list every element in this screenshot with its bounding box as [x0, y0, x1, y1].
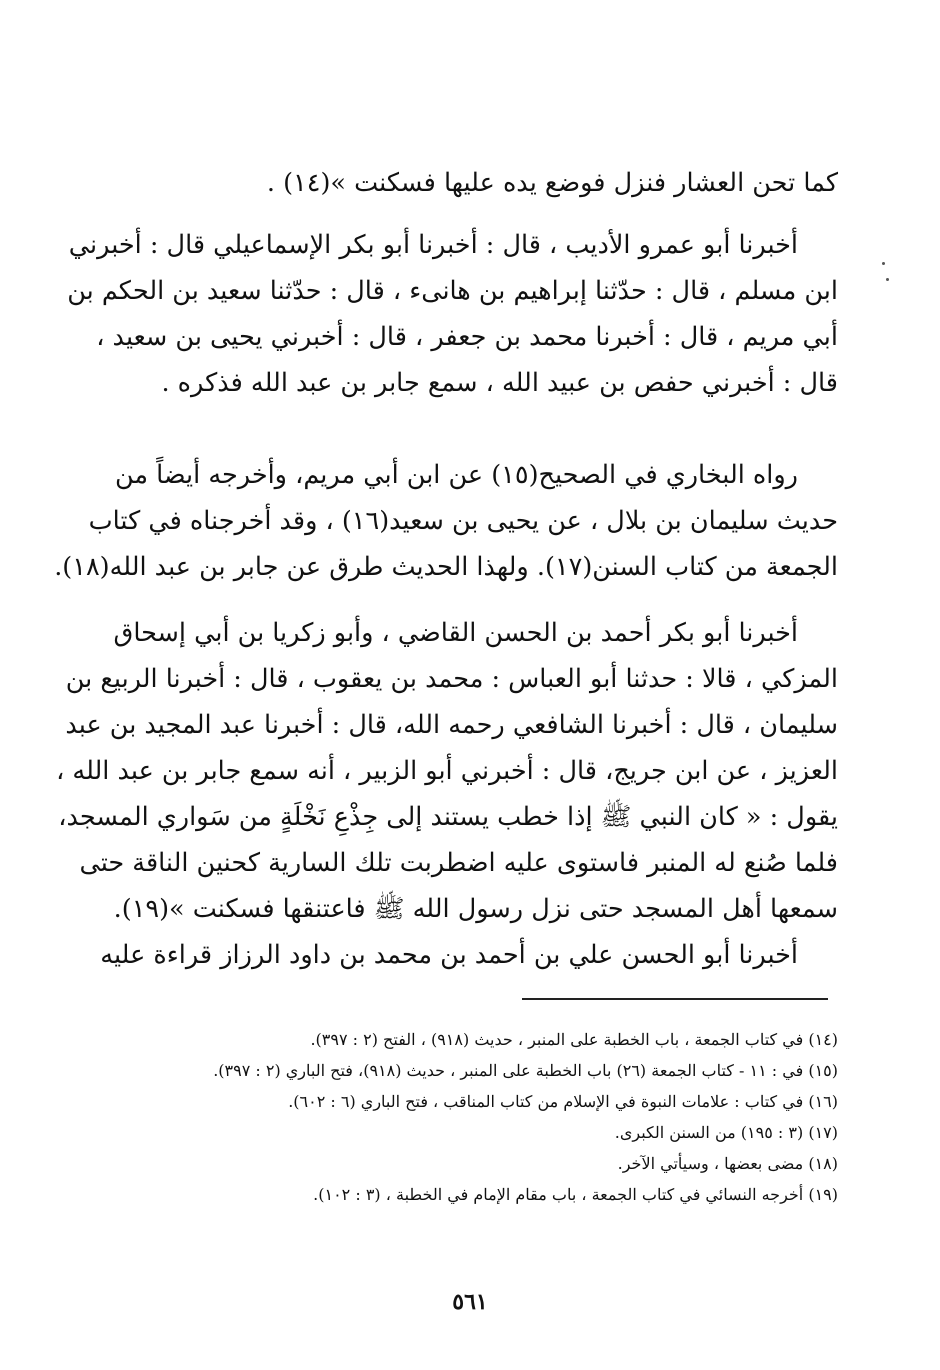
text-line: المزكي ، قالا : حدثنا أبو العباس : محمد بن يعقوب ، قال : أخبرنا الربيع بن	[65, 664, 838, 694]
text-line: حديث سليمان بن بلال ، عن يحيى بن سعيد(١٦) ، وقد أخرجناه في كتاب	[88, 506, 838, 536]
text-line: كما تحن العشار فنزل فوضع يده عليها فسكنت »(١٤) .	[266, 168, 838, 198]
footnote-18: (١٨) مضى بعضها ، وسيأتي الآخر.	[617, 1154, 838, 1173]
text-line: أخبرنا أبو الحسن علي بن أحمد بن محمد بن داود الرزاز قراءة عليه	[100, 940, 798, 970]
text-line: سمعها أهل المسجد حتى نزل رسول الله ﷺ فاعتنقها فسكنت »(١٩).	[113, 894, 838, 924]
text-line: يقول : « كان النبي ﷺ إذا خطب يستند إلى جِذْعِ نَخْلَةٍ من سَواري المسجد،	[58, 802, 838, 832]
footnote-17: (١٧) (٣ : ١٩٥) من السنن الكبرى.	[614, 1123, 838, 1142]
text-line: سليمان ، قال : أخبرنا الشافعي رحمه الله، قال : أخبرنا عبد المجيد بن عبد	[65, 710, 838, 740]
footnote-19: (١٩) أخرجه النسائي في كتاب الجمعة ، باب مقام الإمام في الخطبة ، (٣ : ١٠٢).	[313, 1185, 838, 1204]
page-number: ٥٦١	[452, 1289, 488, 1315]
footnote-14: (١٤) في كتاب الجمعة ، باب الخطبة على المنبر ، حديث (٩١٨) ، الفتح (٢ : ٣٩٧).	[310, 1030, 838, 1049]
paragraph-2	[67, 222, 838, 406]
scan-speck	[882, 262, 885, 265]
paragraph-3	[54, 452, 838, 590]
text-line: ابن مسلم ، قال : حدّثنا إبراهيم بن هانىء ، قال : حدّثنا سعيد بن الحكم بن	[67, 276, 838, 306]
text-line: العزيز ، عن ابن جريج، قال : أخبرني أبو الزبير ، أنه سمع جابر بن عبد الله ،	[56, 756, 838, 786]
footnote-15: (١٥) في : ١١ - كتاب الجمعة (٢٦) باب الخطبة على المنبر ، حديث (٩١٨)، فتح الباري (٢ : ٣٩٧).	[213, 1061, 838, 1080]
text-line: أخبرنا أبو بكر أحمد بن الحسن القاضي ، وأبو زكريا بن أبي إسحاق	[113, 618, 798, 648]
footnote-separator	[522, 998, 828, 1000]
scan-speck	[886, 278, 889, 281]
paragraph-1	[110, 160, 838, 206]
paragraph-4	[56, 610, 838, 932]
text-line: أخبرنا أبو عمرو الأديب ، قال : أخبرنا أبو بكر الإسماعيلي قال : أخبرني	[68, 230, 798, 260]
text-line: رواه البخاري في الصحيح(١٥) عن ابن أبي مريم، وأخرجه أيضاً من	[114, 460, 798, 490]
footnote-16: (١٦) في كتاب : علامات النبوة في الإسلام من كتاب المناقب ، فتح الباري (٦ : ٦٠٢).	[288, 1092, 838, 1111]
paragraph-5	[100, 932, 838, 978]
text-line: فلما صُنع له المنبر فاستوى عليه اضطربت تلك السارية كحنين الناقة حتى	[79, 848, 838, 878]
text-line: قال : أخبرني حفص بن عبيد الله ، سمع جابر بن عبد الله فذكره .	[161, 368, 838, 398]
text-line: الجمعة من كتاب السنن(١٧). ولهذا الحديث طرق عن جابر بن عبد الله(١٨).	[54, 552, 838, 582]
text-line: أبي مريم ، قال : أخبرنا محمد بن جعفر ، قال : أخبرني يحيى بن سعيد ،	[96, 322, 838, 352]
footnotes	[110, 1024, 838, 1210]
